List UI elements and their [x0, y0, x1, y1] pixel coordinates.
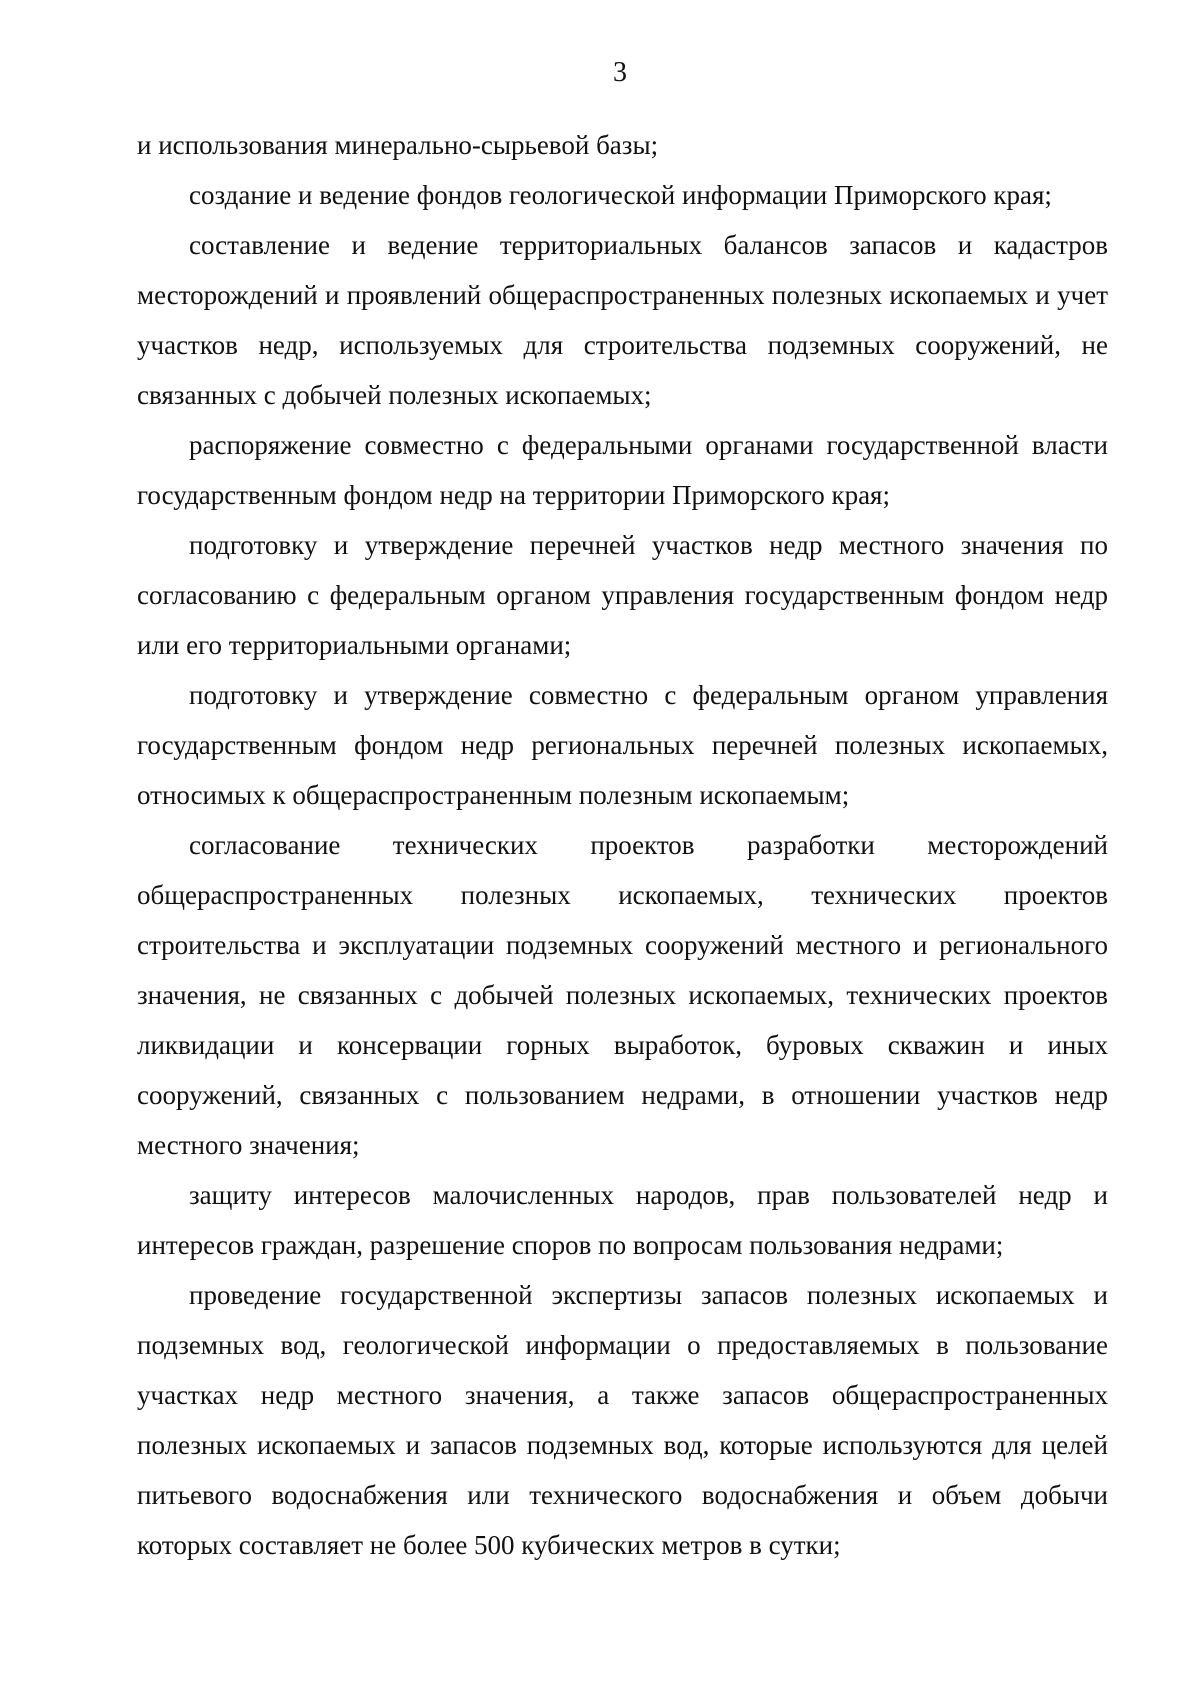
paragraph-continuation: и использования минерально-сырьевой базы; — [137, 130, 659, 160]
paragraph-regional-minerals-lists: подготовку и утверждение совместно с федеральным органом управления государственным фондом недр региональных перечней полезных ископаемых, относимых к общераспространенным полезным ископаемым; — [137, 680, 1108, 810]
paragraph-geological-funds: создание и ведение фондов геологической информации Приморского края; — [189, 180, 1052, 210]
document-body — [137, 120, 1108, 1570]
page-number: 3 — [613, 57, 627, 88]
paragraph-subsoil-fund-disposal: распоряжение совместно с федеральными органами государственной власти государственным фондом недр на территории Приморского края; — [137, 430, 1108, 510]
paragraph-local-subsoil-lists: подготовку и утверждение перечней участков недр местного значения по согласованию с федеральным органом управления государственным фондом недр или его территориальными органами; — [137, 530, 1108, 660]
paragraph-territorial-balances: составление и ведение территориальных балансов запасов и кадастров месторождений и проявлений общераспространенных полезных ископаемых и учет участков недр, используемых для строительства подземных сооружений, не связанных с добычей полезных ископаемых; — [137, 230, 1108, 410]
paragraph-technical-projects-approval: согласование технических проектов разработки месторождений общераспространенных полезных ископаемых, технических проектов строительства и эксплуатации подземных сооружений местного и регионального значения, не связанных с добычей полезных ископаемых, технических проектов ликвидации и консервации горных выработок, буровых скважин и иных сооружений, связанных с пользованием недрами, в отношении участков недр местного значения; — [137, 830, 1108, 1160]
paragraph-interests-protection: защиту интересов малочисленных народов, прав пользователей недр и интересов граждан, разрешение споров по вопросам пользования недрами; — [137, 1180, 1108, 1260]
paragraph-state-expertise: проведение государственной экспертизы запасов полезных ископаемых и подземных вод, геологической информации о предоставляемых в пользование участках недр местного значения, а также запасов общераспространенных полезных ископаемых и запасов подземных вод, которые используются для целей питьевого водоснабжения или технического водоснабжения и объем добычи которых составляет не более 500 кубических метров в сутки; — [137, 1280, 1108, 1560]
